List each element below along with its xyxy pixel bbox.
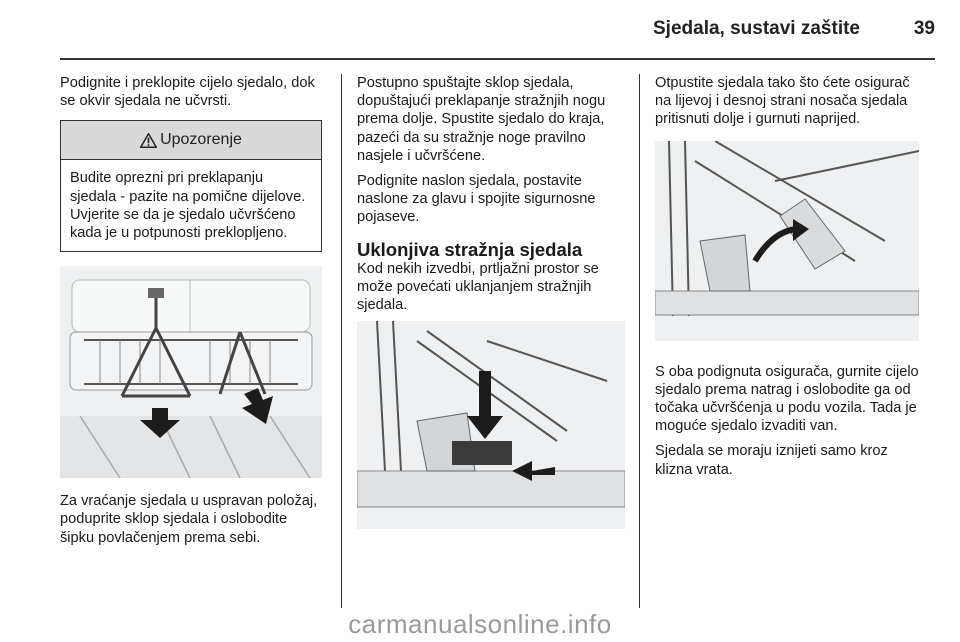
column-divider-2 xyxy=(639,74,640,608)
lower-seat-paragraph: Postupno spuštajte sklop sjedala, dopuštajući preklapanje stražnjih nogu prema dolje. Spustite sjedalo do kraja, pazeći da su stražnje noge pravilno nasjele i učvršćene. xyxy=(357,75,606,164)
warning-triangle-icon xyxy=(140,133,157,148)
push-back-paragraph: S oba podignuta osigurača, gurnite cijelo sjedalo prema natrag i oslobodite ga od točaka učvršćenja u podu vozila. Tada je moguće sjedalo izvaditi van. xyxy=(655,363,919,435)
warning-box xyxy=(60,120,322,252)
header-divider xyxy=(60,58,935,60)
seatback-paragraph: Podignite naslon sjedala, postavite naslone za glavu i spojite sigurnosne pojaseve. xyxy=(357,173,596,226)
section-heading: Uklonjiva stražnja sjedala xyxy=(357,238,583,260)
section-title: Sjedala, sustavi zaštite xyxy=(653,18,860,39)
warning-title: Upozorenje xyxy=(160,131,242,149)
warning-text: Budite oprezni pri preklapanju sjedala - pazite na pomične dijelove. Uvjerite se da je sjedalo učvršćeno kada je u potpunosti preklopljeno. xyxy=(70,170,306,242)
warning-header xyxy=(61,121,321,160)
seat-latch-illustration xyxy=(357,321,625,529)
seat-folding-illustration xyxy=(60,266,322,478)
column-3 xyxy=(655,74,925,486)
release-paragraph: Otpustite sjedala tako što ćete osigurač na lijevoj i desnoj strani nosača sjedala pritisnuti dolje i gurnuti naprijed. xyxy=(655,75,910,128)
column-divider-1 xyxy=(341,74,342,608)
removable-seats-paragraph: Kod nekih izvedbi, prtljažni prostor se može povećati uklanjanjem stražnjih sjedala. xyxy=(357,260,599,314)
intro-paragraph: Podignite i preklopite cijelo sjedalo, dok se okvir sjedala ne učvrsti. xyxy=(60,75,315,110)
watermark: carmanualsonline.info xyxy=(348,609,612,639)
column-1 xyxy=(60,74,322,554)
restore-paragraph: Za vraćanje sjedala u uspravan položaj, poduprite sklop sjedala i oslobodite šipku povlačenjem prema sebi. xyxy=(60,493,318,546)
column-2 xyxy=(357,74,625,529)
page-number: 39 xyxy=(913,18,935,39)
sliding-door-paragraph: Sjedala se moraju iznijeti samo kroz klizna vrata. xyxy=(655,443,888,478)
seat-release-illustration xyxy=(655,141,919,341)
